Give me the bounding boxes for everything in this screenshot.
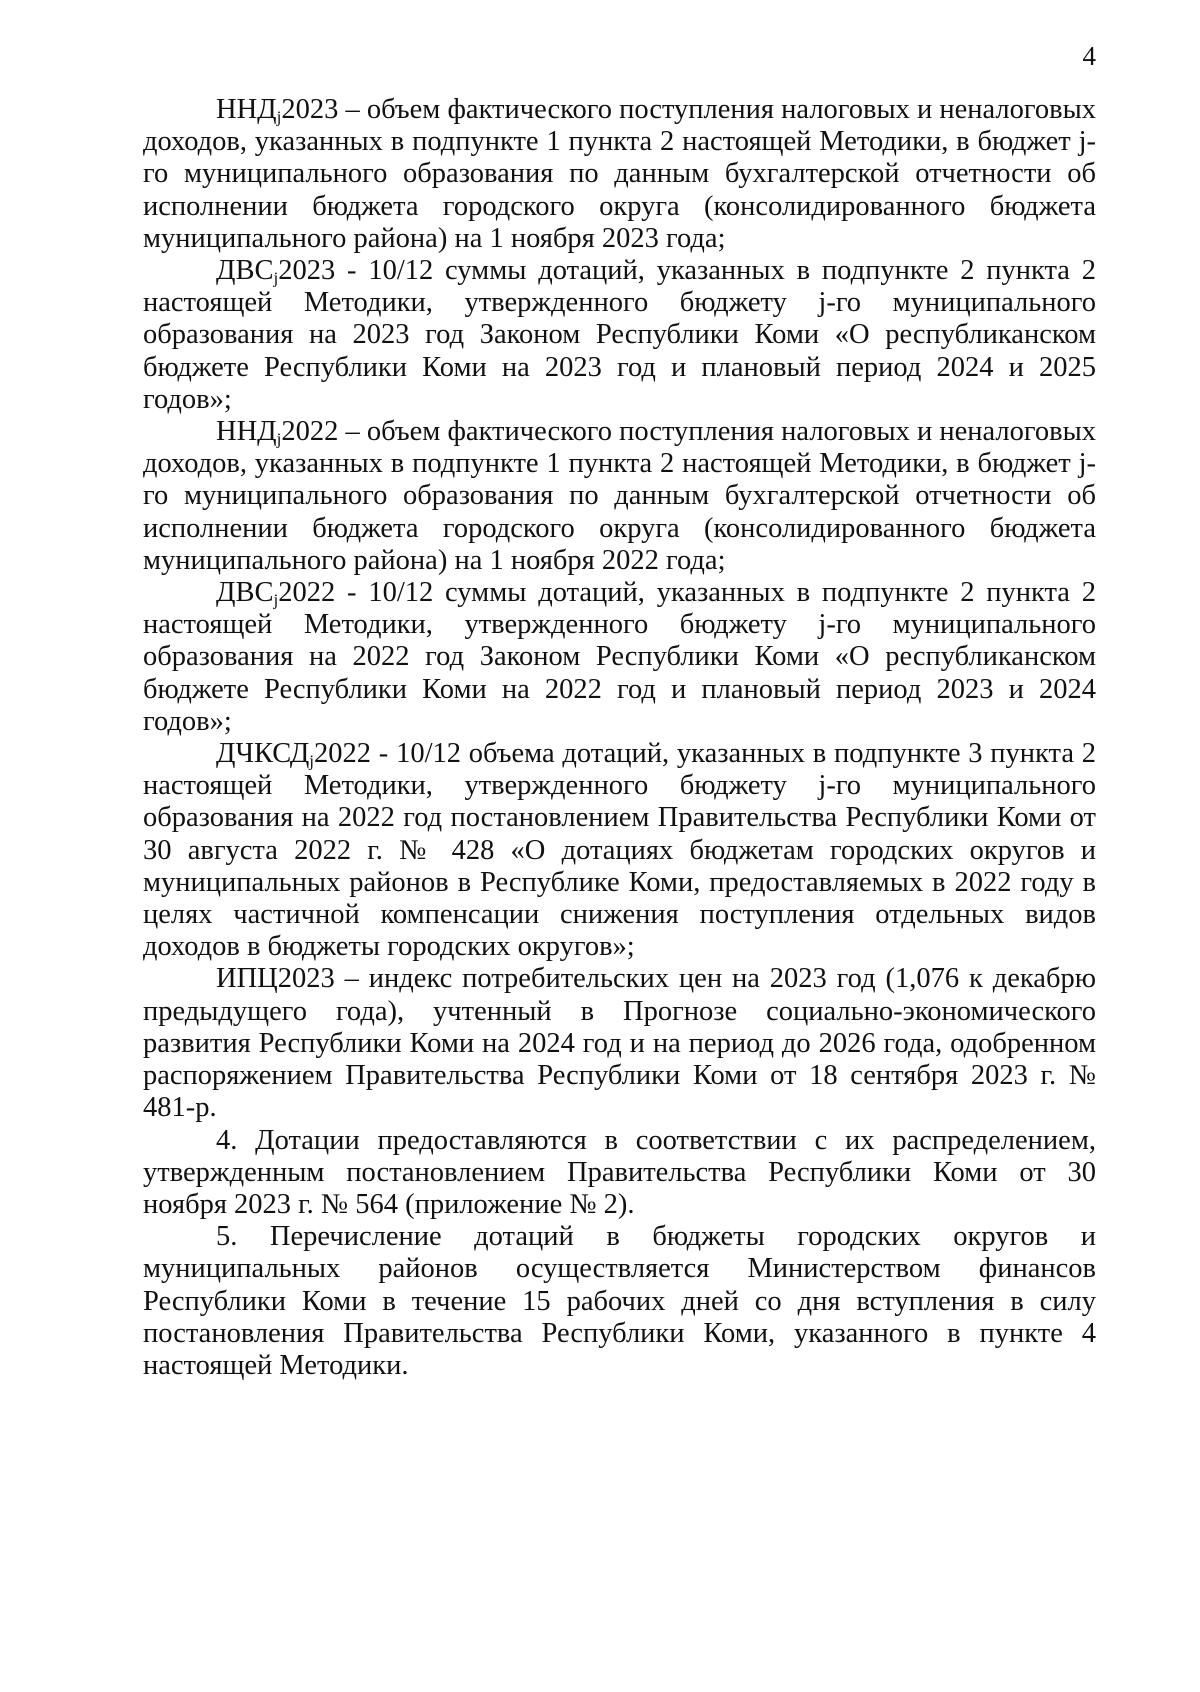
paragraph-nnd-2022 [143, 416, 1096, 577]
term-name: ДВС [216, 577, 274, 609]
paragraph-text: 2023 - 10/12 суммы дотаций, указанных в подпункте 2 пункта 2 настоящей Методики, утвержденного бюджету j-го муниципального образования на 2023 год Законом Республики Коми «О республиканском бюджете Республики Коми на 2023 год и плановый период 2024 и 2025 годов»; [143, 255, 1096, 415]
page-number: 4 [1082, 41, 1096, 71]
term-name: ДЧКСД [216, 738, 310, 770]
paragraph-nnd-2023 [143, 94, 1096, 255]
paragraph-text: 5. Перечисление дотаций в бюджеты городских округов и муниципальных районов осуществляется Министерством финансов Республики Коми в течение 15 рабочих дней со дня вступления в силу постановления Правительства Республики Коми, указанного в пункте 4 настоящей Методики. [143, 1221, 1096, 1381]
term-name: ННД [216, 416, 277, 448]
paragraph-text: 2022 - 10/12 объема дотаций, указанных в подпункте 3 пункта 2 настоящей Методики, утвержденного бюджету j-го муниципального образования на 2022 год постановлением Правительства Республики Коми от 30 августа 2022 г. № 428 «О дотациях бюджетам городских округов и муниципальных районов в Республике Коми, предоставляемых в 2022 году в целях частичной компенсации снижения поступления отдельных видов доходов в бюджеты городских округов»; [143, 738, 1096, 963]
term-name: ДВС [216, 255, 274, 287]
term-subscript: j [276, 429, 282, 449]
document-body [143, 94, 1096, 1382]
paragraph-item-4 [143, 1125, 1096, 1222]
term-subscript: j [273, 590, 279, 610]
paragraph-text: 2022 – объем фактического поступления налоговых и неналоговых доходов, указанных в подпункте 1 пункта 2 настоящей Методики, в бюджет j-го муниципального образования по данным бухгалтерской отчетности об исполнении бюджета городского округа (консолидированного бюджета муниципального района) на 1 ноября 2022 года; [143, 416, 1096, 576]
term-subscript: j [273, 268, 279, 288]
paragraph-item-5 [143, 1221, 1096, 1382]
paragraph-text: ИПЦ2023 – индекс потребительских цен на 2023 год (1,076 к декабрю предыдущего года), учтенный в Прогнозе социально-экономического развития Республики Коми на 2024 год и на период до 2026 года, одобренном распоряжением Правительства Республики Коми от 18 сентября 2023 г. № 481-р. [143, 963, 1096, 1124]
term-subscript: j [276, 107, 282, 127]
term-subscript: j [309, 751, 315, 771]
paragraph-dvs-2022 [143, 577, 1096, 738]
paragraph-dvs-2023 [143, 255, 1096, 416]
paragraph-ipc-2023 [143, 963, 1096, 1124]
term-name: ННД [216, 94, 277, 125]
paragraph-text: 4. Дотации предоставляются в соответствии с их распределением, утвержденным постановлением Правительства Республики Коми от 30 ноября 2023 г. № 564 (приложение № 2). [143, 1124, 1096, 1220]
paragraph-text: 2022 - 10/12 суммы дотаций, указанных в подпункте 2 пункта 2 настоящей Методики, утвержденного бюджету j-го муниципального образования на 2022 год Законом Республики Коми «О республиканском бюджете Республики Коми на 2022 год и плановый период 2023 и 2024 годов»; [143, 577, 1096, 737]
paragraph-text: 2023 – объем фактического поступления налоговых и неналоговых доходов, указанных в подпункте 1 пункта 2 настоящей Методики, в бюджет j-го муниципального образования по данным бухгалтерской отчетности об исполнении бюджета городского округа (консолидированного бюджета муниципального района) на 1 ноября 2023 года; [143, 94, 1096, 254]
paragraph-dchksd-2022 [143, 738, 1096, 963]
